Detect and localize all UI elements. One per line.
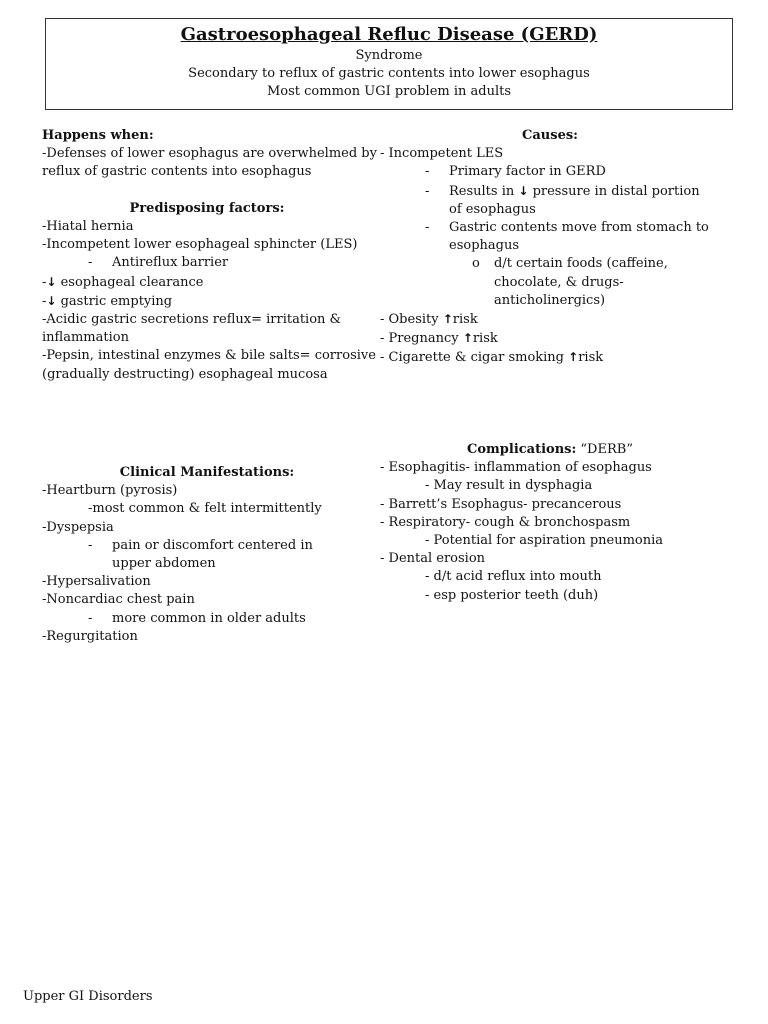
up-arrow-icon: ↑ <box>462 331 473 346</box>
complications-subitem: - Potential for aspiration pneumonia <box>425 533 664 549</box>
clinical-subitem: - pain or discomfort centered in <box>88 537 313 553</box>
complications-section <box>380 441 720 605</box>
clinical-subitem-cont: upper abdomen <box>112 556 216 572</box>
causes-subsubitem-cont: chocolate, & drugs- <box>494 274 624 290</box>
complications-subitem: - May result in dysphagia <box>425 478 593 494</box>
clinical-item: -Hypersalivation <box>42 574 151 590</box>
causes-item: - Cigarette & cigar smoking ↑risk <box>380 350 604 366</box>
complications-item: - Dental erosion <box>380 551 486 567</box>
causes-subitem-cont: of esophagus <box>449 201 536 217</box>
clinical-section <box>42 464 372 646</box>
causes-subsubitem: o d/t certain foods (caffeine, <box>380 255 720 273</box>
complications-item: - Esophagitis- inflammation of esophagus <box>380 460 652 476</box>
causes-item: - Obesity ↑risk <box>380 312 478 328</box>
predisposing-item: -↓ gastric emptying <box>42 293 173 309</box>
down-arrow-icon: ↓ <box>46 274 57 289</box>
predisposing-item: -↓ esophageal clearance <box>42 274 204 290</box>
predisposing-item: -Hiatal hernia <box>42 219 134 235</box>
complications-subitem: - d/t acid reflux into mouth <box>425 569 602 585</box>
causes-subitem: - Gastric contents move from stomach to <box>425 220 709 236</box>
causes-subitem: - Results in ↓ pressure in distal portion <box>425 183 700 199</box>
complications-item: - Respiratory- cough & bronchospasm <box>380 514 631 530</box>
footer-text: Upper GI Disorders <box>23 989 153 1004</box>
happens-section <box>42 127 377 384</box>
clinical-subitem: - more common in older adults <box>88 610 306 626</box>
clinical-item: -Noncardiac chest pain <box>42 592 195 608</box>
predisposing-item: -Incompetent lower esophageal sphincter (LES) <box>42 237 358 253</box>
happens-line: reflux of gastric contents into esophagus <box>42 164 312 180</box>
complications-heading: Complications: “DERB” <box>467 442 633 457</box>
predisposing-item: inflammation <box>42 330 129 346</box>
dash-bullet: - <box>88 255 93 271</box>
predisposing-item: -Pepsin, intestinal enzymes & bile salts= corrosive <box>42 348 376 364</box>
up-arrow-icon: ↑ <box>442 312 453 327</box>
causes-subitem-cont: esophagus <box>449 238 520 254</box>
down-arrow-icon: ↓ <box>46 293 57 308</box>
circle-bullet: o <box>472 256 480 272</box>
predisposing-heading: Predisposing factors: <box>129 200 285 216</box>
predisposing-subitem: - Antireflux barrier <box>42 254 372 272</box>
clinical-item: -Dyspepsia <box>42 519 114 535</box>
clinical-heading: Clinical Manifestations: <box>119 465 295 480</box>
title-box <box>45 18 733 110</box>
causes-heading: Causes: <box>522 128 578 143</box>
clinical-item: -Heartburn (pyrosis) <box>42 483 178 499</box>
up-arrow-icon: ↑ <box>568 350 579 365</box>
predisposing-item: -Acidic gastric secretions reflux= irritation & <box>42 312 342 328</box>
clinical-item: -Regurgitation <box>42 628 138 644</box>
causes-section <box>380 127 720 368</box>
subtitle-common: Most common UGI problem in adults <box>266 84 512 99</box>
down-arrow-icon: ↓ <box>518 183 529 198</box>
clinical-subitem: -most common & felt intermittently <box>88 501 322 517</box>
complications-subitem: - esp posterior teeth (duh) <box>425 587 599 603</box>
causes-item: - Incompetent LES <box>380 146 504 162</box>
causes-item: - Pregnancy ↑risk <box>380 331 498 347</box>
subtitle-syndrome: Syndrome <box>355 48 423 63</box>
causes-subitem: - Primary factor in GERD <box>425 164 606 180</box>
subtitle-secondary: Secondary to reflux of gastric contents into lower esophagus <box>188 66 590 81</box>
happens-heading: Happens when: <box>42 128 154 143</box>
causes-subsubitem-cont: anticholinergics) <box>494 292 606 308</box>
complications-item: - Barrett’s Esophagus- precancerous <box>380 496 622 512</box>
page-title: Gastroesophageal Refluc Disease (GERD) <box>180 24 598 45</box>
happens-line: -Defenses of lower esophagus are overwhelmed by <box>42 146 377 162</box>
predisposing-item: (gradually destructing) esophageal mucosa <box>42 366 328 382</box>
